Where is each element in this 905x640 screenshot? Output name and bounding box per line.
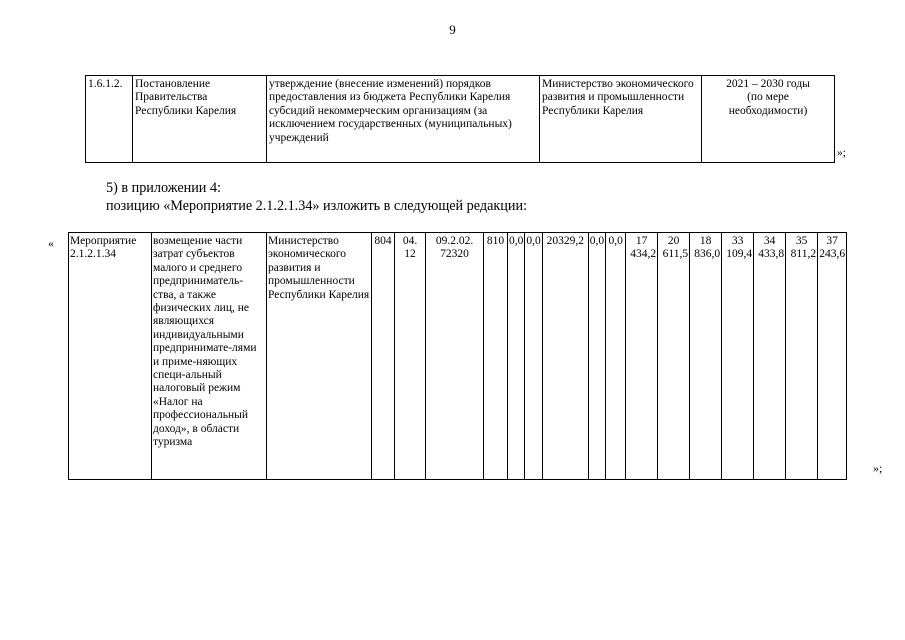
value-cell: [786, 233, 818, 480]
document-type: Постановление Правительства Республики Карелия: [133, 76, 267, 163]
term-line: необходимости): [728, 104, 808, 117]
csr-line: 09.2.02.: [435, 235, 474, 247]
value-remainder: 836,0: [694, 248, 721, 261]
value-cell: [626, 233, 658, 480]
value-cell: [722, 233, 754, 480]
measure-description: возмещение части затрат субъектов малого и среднего предприниматель-ства, а также физических лиц, не являющихся индивидуальными предпринимате-лями и приме-няющих специ-альный налоговый режим «Налог на профессиональный доход», в области туризма: [152, 233, 267, 480]
vr-code: 810: [484, 233, 508, 480]
closing-quote: »;: [837, 147, 846, 160]
value-cell: 0,0: [588, 233, 605, 480]
rzpr-line: 12: [404, 248, 416, 261]
value-cell: 20329,2: [542, 233, 588, 480]
value-thousands: 17: [635, 235, 648, 247]
implementation-term: [702, 76, 835, 163]
amendment-item: 5) в приложении 4:: [106, 180, 221, 196]
value-cell: 0,0: [606, 233, 626, 480]
value-thousands: 35: [795, 235, 808, 247]
value-thousands: 20: [667, 235, 680, 247]
opening-quote: «: [48, 236, 54, 250]
value-cell: 0,0: [525, 233, 542, 480]
value-cell: [690, 233, 722, 480]
closing-quote: »;: [873, 461, 883, 475]
resource-table: [68, 232, 847, 480]
term-line: 2021 – 2030 годы: [726, 78, 810, 90]
value-remainder: 434,2: [630, 248, 657, 261]
closing-quote-cell: [835, 76, 859, 163]
value-remainder: 611,5: [662, 248, 689, 261]
page-number: 9: [449, 22, 456, 37]
measure-number: 2.1.2.1.34: [70, 248, 116, 261]
term-line: (по мере: [747, 91, 789, 104]
value-thousands: 34: [763, 235, 776, 247]
csr-code: [426, 233, 484, 480]
responsible-executor: Министерство экономического развития и промышленности Республики Карелия: [267, 233, 372, 480]
program-measures-table: [85, 75, 859, 163]
item-code: 1.6.1.2.: [86, 76, 133, 163]
responsible-executor: Министерство экономического развития и промышленности Республики Карелия: [540, 76, 702, 163]
csr-line: 72320: [440, 248, 469, 261]
measure-name: [69, 233, 152, 480]
table-row: [69, 233, 847, 480]
measure-name-line: Мероприятие: [70, 235, 137, 247]
value-thousands: 33: [731, 235, 744, 247]
value-remainder: 433,8: [758, 248, 785, 261]
rzpr-code: [395, 233, 426, 480]
value-cell: 0,0: [508, 233, 525, 480]
rzpr-line: 04.: [402, 235, 418, 247]
value-thousands: 18: [699, 235, 712, 247]
grbs-code: 804: [372, 233, 395, 480]
value-cell: [754, 233, 786, 480]
value-remainder: 243,6: [819, 248, 846, 261]
value-cell: [818, 233, 847, 480]
value-remainder: 109,4: [726, 248, 753, 261]
value-cell: [658, 233, 690, 480]
measure-purpose: утверждение (внесение изменений) порядков предоставления из бюджета Республики Карелия субсидий некоммерческим организациям (за исключением государственных (муниципальных) учреждений: [267, 76, 540, 163]
table-row: [86, 76, 859, 163]
value-remainder: 811,2: [790, 248, 817, 261]
amendment-instruction: позицию «Мероприятие 2.1.2.1.34» изложить в следующей редакции:: [106, 198, 528, 214]
value-thousands: 37: [826, 235, 838, 247]
